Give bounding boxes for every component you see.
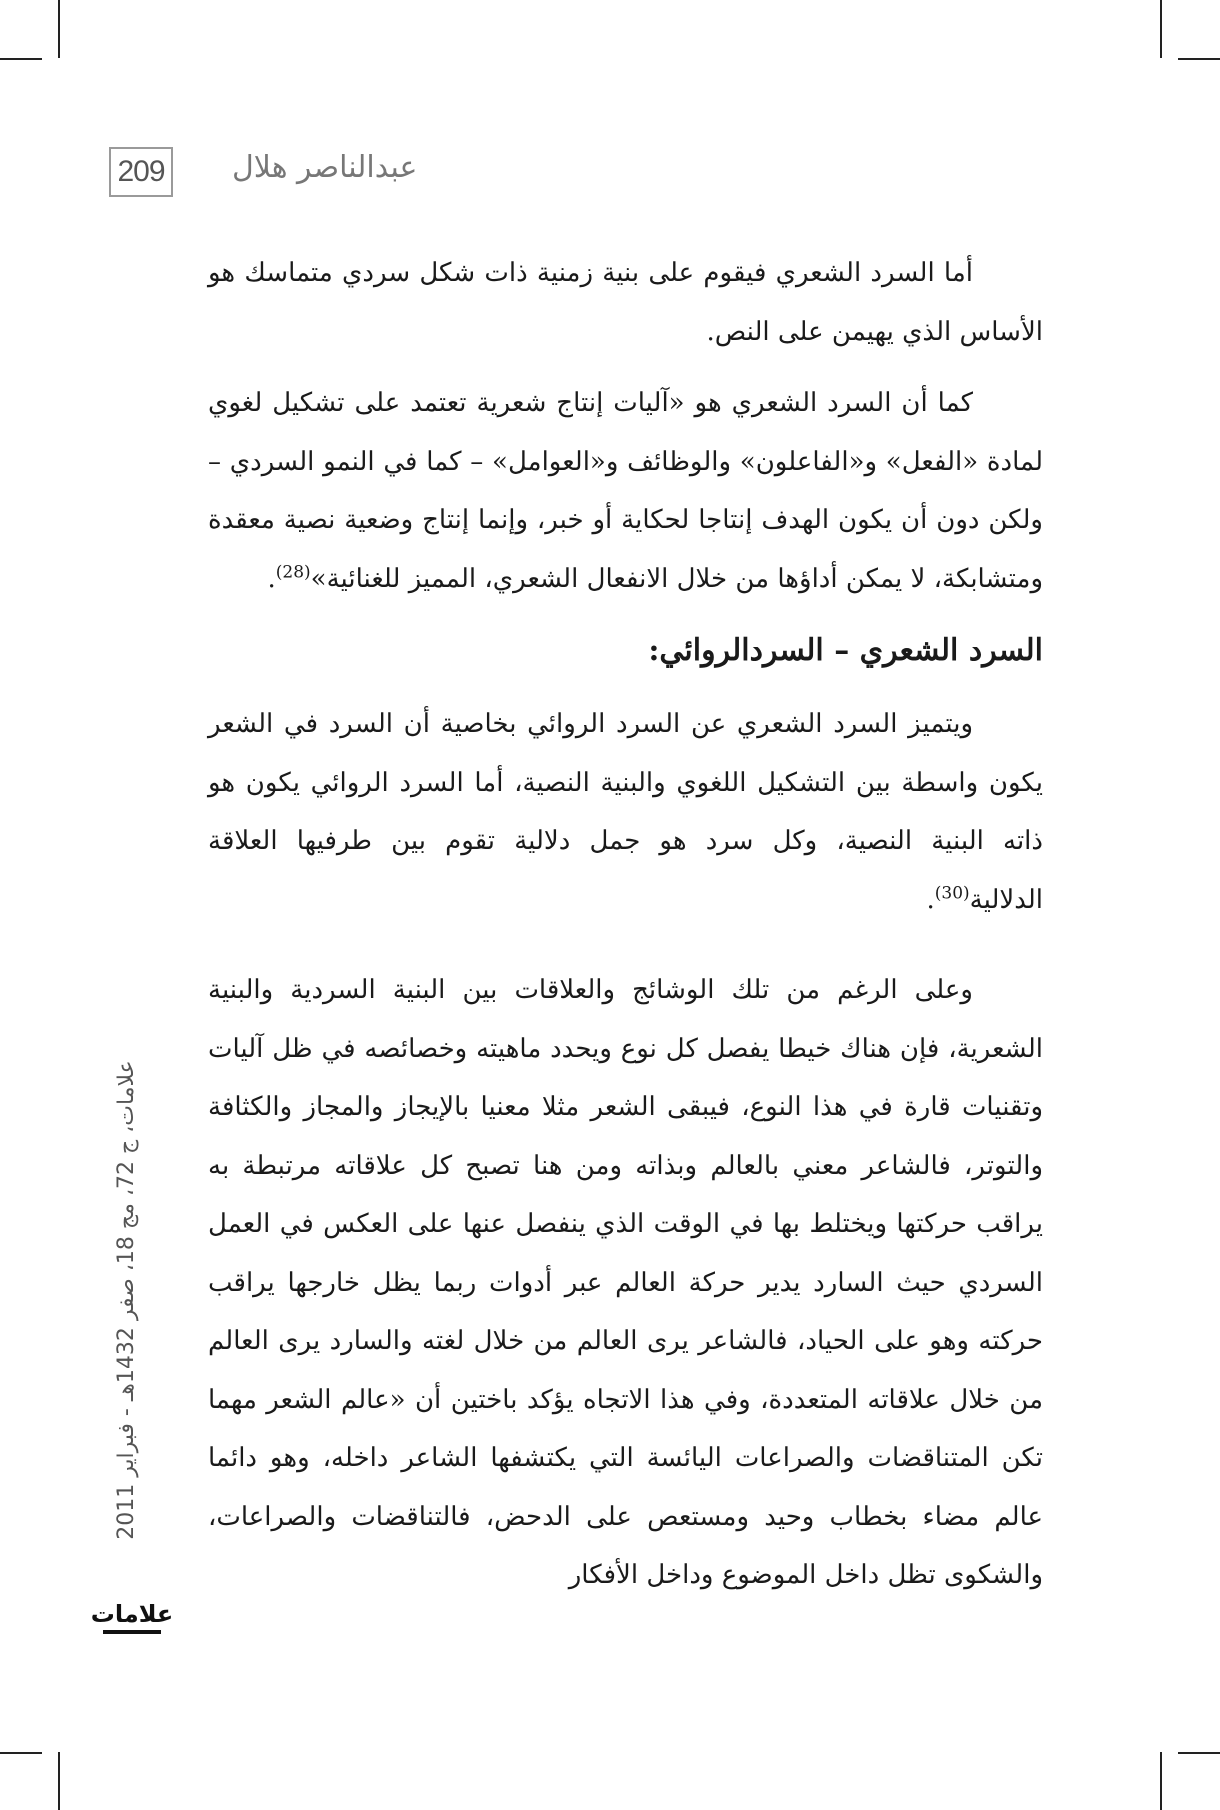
crop-mark-top-left-h xyxy=(0,58,42,60)
paragraph-2: كما أن السرد الشعري هو «آليات إنتاج شعرية تعتمد على تشكيل لغوي لمادة «الفعل» و«الفاعلون» والوظائف و«العوامل» – كما في النمو السردي – ولكن دون أن يكون الهدف إنتاجا لحكاية أو خبر، وإنما إنتاج وضعية نصية معقدة ومتشابكة، لا يمكن أداؤها من خلال الانفعال الشعري، المميز للغنائية»$^{(28)}$. xyxy=(208,388,1043,594)
crop-mark-bottom-right xyxy=(1160,1752,1162,1810)
crop-mark-bottom-right-h xyxy=(1178,1752,1220,1754)
journal-info-vertical: علامات، ج 72، مج 18، صفر 1432هـ - فبراير 2011 xyxy=(114,1060,139,1540)
crop-mark-bottom-left-h xyxy=(0,1752,42,1754)
logo-text: علامات xyxy=(90,1600,174,1628)
main-text xyxy=(208,244,1043,1605)
crop-mark-top-right-h xyxy=(1178,58,1220,60)
paragraph-4: وعلى الرغم من تلك الوشائج والعلاقات بين البنية السردية والبنية الشعرية، فإن هناك خيطا يفصل كل نوع ويحدد ماهيته وخصائصه في ظل آليات وتقنيات قارة في هذا النوع، فيبقى الشعر مثلا معنيا بالإيجاز والمجاز والكثافة والتوتر، فالشاعر معني بالعالم وبذاته ومن هنا تصبح كل علاقاته مرتبطة به يراقب حركتها ويختلط بها في الوقت الذي ينفصل عنها على العكس في العمل السردي حيث السارد يدير حركة العالم عبر أدوات ربما يظل خارجها يراقب حركته وهو على الحياد، فالشاعر يرى العالم من خلال لغته والسارد يرى العالم من خلال علاقاته المتعددة، وفي هذا الاتجاه يؤكد باختين أن «عالم الشعر مهما تكن المتناقضات والصراعات اليائسة التي يكتشفها الشاعر داخله، وهو دائما عالم مضاء بخطاب وحيد ومستعص على الدحض، فالتناقضات والصراعات، والشكوى تظل داخل الموضوع وداخل الأفكار xyxy=(208,975,1043,1590)
crop-mark-top-left xyxy=(58,0,60,58)
paragraph-3: ويتميز السرد الشعري عن السرد الروائي بخاصية أن السرد في الشعر يكون واسطة بين التشكيل اللغوي والبنية النصية، أما السرد الروائي يكون هو ذاته البنية النصية، وكل سرد هو جمل دلالية تقوم بين طرفيها العلاقة الدلالية$^{(30)}$. xyxy=(208,709,1043,915)
footnote-ref: (28) xyxy=(275,561,311,582)
logo-underline xyxy=(103,1630,161,1634)
journal-logo xyxy=(90,1592,174,1642)
paragraph-1: أما السرد الشعري فيقوم على بنية زمنية ذات شكل سردي متماسك هو الأساس الذي يهيمن على النص. xyxy=(208,258,1043,347)
section-heading: السرد الشعري – السردالروائي: xyxy=(648,633,1043,668)
crop-mark-bottom-left xyxy=(58,1752,60,1810)
page-number: 209 xyxy=(109,147,173,197)
crop-mark-top-right xyxy=(1160,0,1162,58)
running-head-author: عبدالناصر هلال xyxy=(232,150,418,185)
footnote-ref: (30) xyxy=(934,882,970,903)
